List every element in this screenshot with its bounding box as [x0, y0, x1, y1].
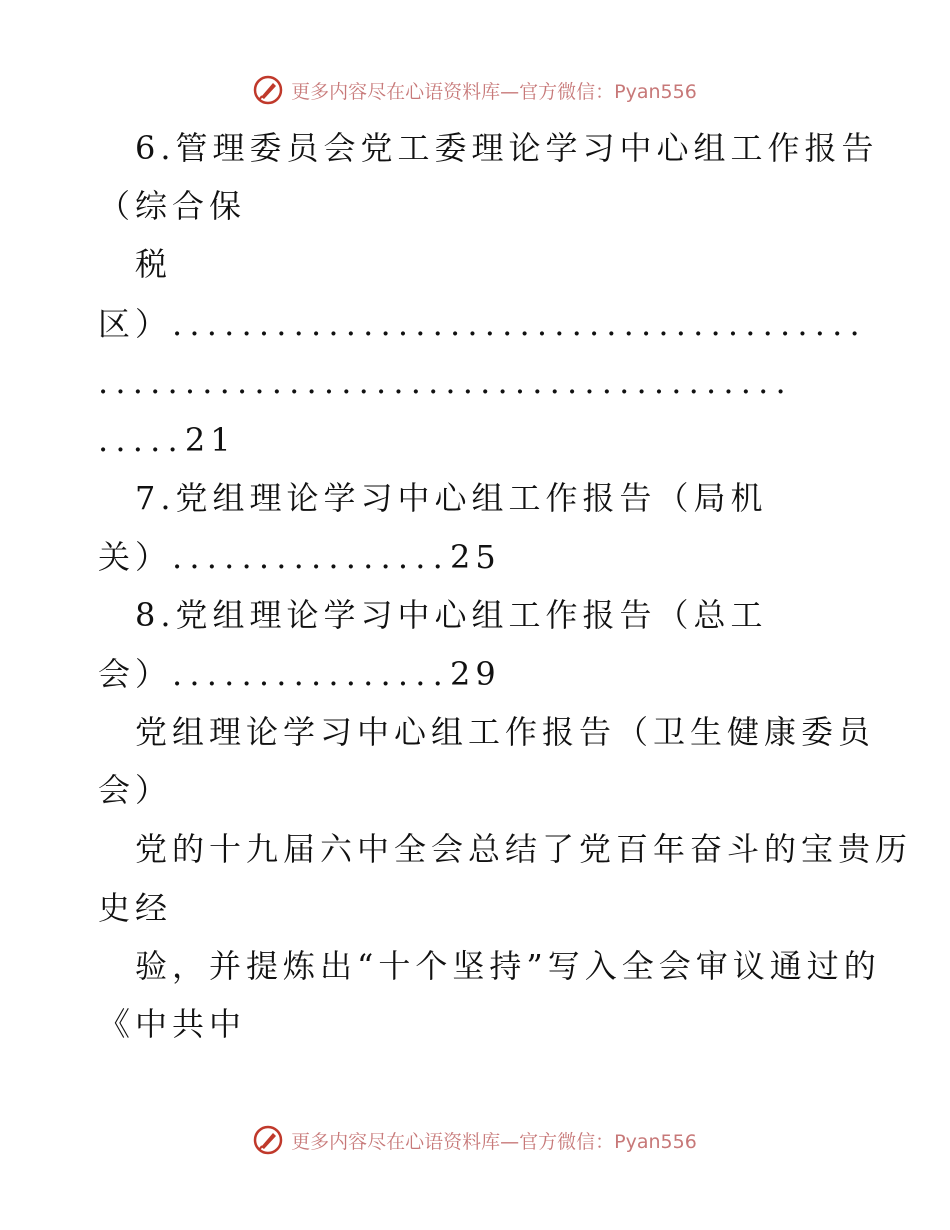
paragraph-line-3: 验，并提炼出“十个坚持”写入全会审议通过的 [135, 947, 881, 985]
quill-pen-circle-icon [253, 1125, 283, 1155]
toc-entry-6-wrap-3-text: 区） [98, 305, 173, 343]
toc-entry-8-leader: ................ [172, 655, 450, 693]
toc-entry-7-leader: ................ [172, 538, 450, 576]
quill-pen-circle-icon [253, 75, 283, 105]
toc-entry-6-page-row [98, 420, 236, 460]
section-title-line-1: 党组理论学习中心组工作报告（卫生健康委员 [135, 713, 876, 751]
toc-entry-8-row [98, 654, 501, 694]
section-title-line-2: 会） [98, 771, 173, 809]
toc-entry-7-wrap: 关） [98, 538, 173, 576]
banner-text: 更多内容尽在心语资料库—官方微信：Pyan556 [291, 80, 697, 103]
toc-entry-6-leader-2: ........................................ [98, 363, 793, 401]
toc-entry-6-leader-3: ..... [98, 421, 185, 459]
banner-text: 更多内容尽在心语资料库—官方微信：Pyan556 [291, 1130, 697, 1153]
paragraph-line-2: 史经 [98, 889, 173, 927]
toc-entry-6-leader-row-2 [98, 362, 793, 402]
toc-entry-6-page: 21 [184, 421, 236, 459]
paragraph-line-4: 《中共中 [98, 1005, 247, 1043]
toc-entry-6-title: 6.管理委员会党工委理论学习中心组工作报告 [135, 129, 879, 167]
toc-entry-6-wrap-2: 税 [135, 245, 173, 283]
header-banner [0, 70, 950, 110]
toc-entry-8-wrap: 会） [98, 655, 173, 693]
toc-entry-6-wrap-3 [98, 304, 867, 344]
toc-entry-7-row [98, 537, 501, 577]
toc-entry-6-wrap-1: （综合保 [98, 187, 247, 225]
toc-entry-7-page: 25 [449, 538, 501, 576]
toc-entry-8-page: 29 [449, 655, 501, 693]
toc-entry-6-leader-1: ........................................ [172, 305, 867, 343]
footer-banner [0, 1120, 950, 1160]
paragraph-line-1: 党的十九届六中全会总结了党百年奋斗的宝贵历 [135, 830, 913, 868]
toc-entry-7-title: 7.党组理论学习中心组工作报告（局机 [135, 479, 768, 517]
toc-entry-8-title: 8.党组理论学习中心组工作报告（总工 [135, 596, 768, 634]
